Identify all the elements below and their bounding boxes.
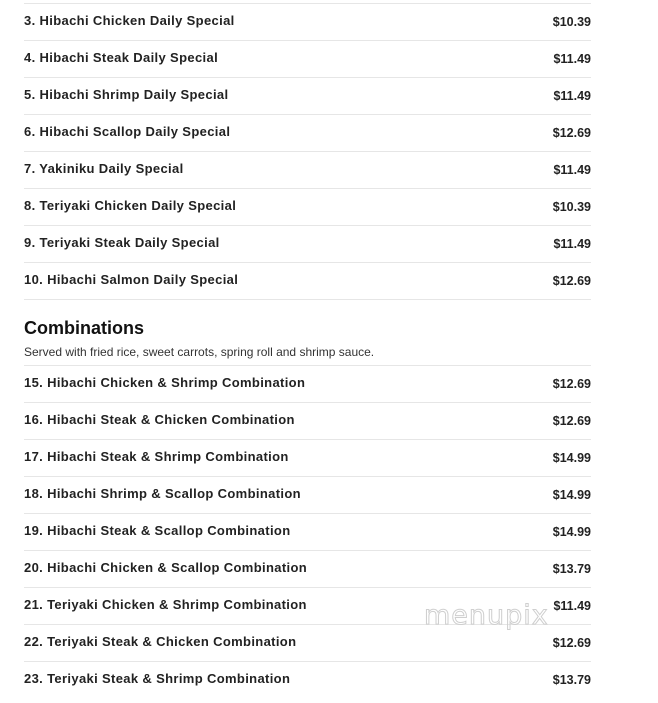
menupix-watermark: menupix (424, 600, 549, 631)
menu-item-price: $12.69 (552, 377, 591, 391)
menu-item-name: 15. Hibachi Chicken & Shrimp Combination (24, 375, 306, 390)
section-description: Served with fried rice, sweet carrots, spring roll and shrimp sauce. (24, 345, 375, 359)
menu-item[interactable] (24, 77, 591, 114)
menu-item[interactable] (24, 439, 591, 476)
menu-item-price: $14.99 (552, 451, 591, 465)
menu-item[interactable] (24, 365, 591, 402)
menu-item-name: 18. Hibachi Shrimp & Scallop Combination (24, 486, 301, 501)
menu-item-price: $12.69 (552, 126, 591, 140)
menu-item-price: $11.49 (553, 89, 591, 103)
menu-item[interactable] (24, 476, 591, 513)
menu-item-price: $12.69 (552, 414, 591, 428)
menu-item-name: 6. Hibachi Scallop Daily Special (24, 124, 231, 139)
menu-item[interactable] (24, 3, 591, 40)
menu-item-price: $10.39 (552, 15, 591, 29)
menu-item-name: 10. Hibachi Salmon Daily Special (24, 272, 239, 287)
menu-item-name: 4. Hibachi Steak Daily Special (24, 50, 219, 65)
menu-item-name: 21. Teriyaki Chicken & Shrimp Combination (24, 597, 307, 612)
menu-item-price: $12.69 (552, 636, 591, 650)
menu-item-name: 7. Yakiniku Daily Special (24, 161, 184, 176)
menu-item[interactable] (24, 402, 591, 439)
menu-item-name: 23. Teriyaki Steak & Shrimp Combination (24, 671, 291, 686)
menu-list (24, 3, 591, 698)
menu-item-name: 5. Hibachi Shrimp Daily Special (24, 87, 229, 102)
combinations-section-header (24, 299, 591, 365)
menu-item-name: 17. Hibachi Steak & Shrimp Combination (24, 449, 289, 464)
menu-item[interactable] (24, 114, 591, 151)
menu-item-price: $11.49 (553, 599, 591, 613)
menu-item-price: $13.79 (552, 673, 591, 687)
menu-item[interactable] (24, 188, 591, 225)
menu-item[interactable] (24, 661, 591, 698)
menu-item-price: $12.69 (552, 274, 591, 288)
menu-item-price: $14.99 (552, 488, 591, 502)
menu-item-name: 3. Hibachi Chicken Daily Special (24, 13, 235, 28)
section-title: Combinations (24, 318, 144, 338)
menu-item-price: $11.49 (553, 52, 591, 66)
menu-item[interactable] (24, 262, 591, 299)
menu-item-name: 19. Hibachi Steak & Scallop Combination (24, 523, 291, 538)
menu-item-price: $13.79 (552, 562, 591, 576)
menu-item[interactable] (24, 225, 591, 262)
menu-item[interactable] (24, 151, 591, 188)
menu-item[interactable] (24, 40, 591, 77)
menu-item[interactable] (24, 513, 591, 550)
menu-item-price: $10.39 (552, 200, 591, 214)
menu-item-name: 20. Hibachi Chicken & Scallop Combination (24, 560, 308, 575)
menu-item-price: $14.99 (552, 525, 591, 539)
menu-item-price: $11.49 (553, 237, 591, 251)
menu-item-price: $11.49 (553, 163, 591, 177)
menu-item-name: 16. Hibachi Steak & Chicken Combination (24, 412, 295, 427)
menu-item[interactable] (24, 550, 591, 587)
menu-item-name: 22. Teriyaki Steak & Chicken Combination (24, 634, 297, 649)
menu-item-name: 9. Teriyaki Steak Daily Special (24, 235, 220, 250)
menu-item-name: 8. Teriyaki Chicken Daily Special (24, 198, 237, 213)
